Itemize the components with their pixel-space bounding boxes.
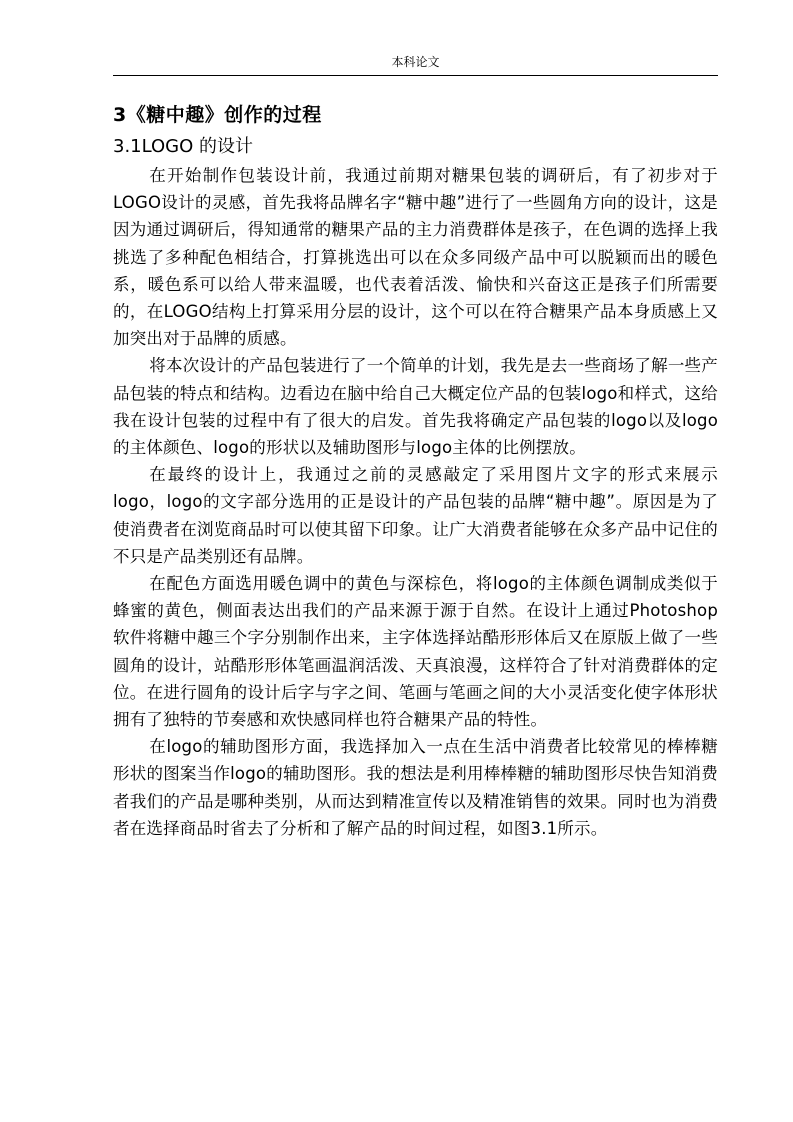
paragraph: 在配色方面选用暖色调中的黄色与深棕色，将logo的主体颜色调制成类似于蜂蜜的黄色，侧面表达出我们的产品来源于源于自然。在设计上通过Photoshop软件将糖中趣三个字分别制作出来，主字体选择站酷形形体后又在原版上做了一些圆角的设计，站酷形形体笔画温润活泼、天真浪漫，这样符合了针对消费群体的定位。在进行圆角的设计后字与字之间、笔画与笔画之间的大小灵活变化使字体形状拥有了独特的节奏感和欢快感同样也符合糖果产品的特性。 <box>113 574 718 730</box>
chapter-title: 3《糖中趣》创作的过程 <box>113 104 322 126</box>
paragraph: 在开始制作包装设计前，我通过前期对糖果包装的调研后，有了初步对于LOGO设计的灵感，首先我将品牌名字“糖中趣”进行了一些圆角方向的设计，这是因为通过调研后，得知通常的糖果产品的主力消费群体是孩子，在色调的选择上我挑选了多种配色相结合，打算挑选出可以在众多同级产品中可以脱颖而出的暖色系，暖色系可以给人带来温暖，也代表着活泼、愉快和兴奋这正是孩子们所需要的，在LOGO结构上打算采用分层的设计，这个可以在符合糖果产品本身质感上又加突出对于品牌的质感。 <box>113 166 718 349</box>
paragraph: 在最终的设计上，我通过之前的灵感敲定了采用图片文字的形式来展示logo，logo的文字部分选用的正是设计的产品包装的品牌“糖中趣”。原因是为了使消费者在浏览商品时可以使其留下印象。让广大消费者能够在众多产品中记住的不只是产品类别还有品牌。 <box>113 465 718 566</box>
paragraph: 在logo的辅助图形方面，我选择加入一点在生活中消费者比较常见的棒棒糖形状的图案当作logo的辅助图形。我的想法是利用棒棒糖的辅助图形尽快告知消费者我们的产品是哪种类别，从而达到精准宣传以及精准销售的效果。同时也为消费者在选择商品时省去了分析和了解产品的时间过程，如图3.1所示。 <box>113 737 718 838</box>
section-title: 3.1LOGO 的设计 <box>113 136 254 157</box>
page-header <box>113 55 718 76</box>
header-text: 本科论文 <box>391 55 440 69</box>
document-body <box>113 100 718 842</box>
paragraph: 将本次设计的产品包装进行了一个简单的计划，我先是去一些商场了解一些产品包装的特点和结构。边看边在脑中给自己大概定位产品的包装logo和样式，这给我在设计包装的过程中有了很大的启发。首先我将确定产品包装的logo以及logo的主体颜色、logo的形状以及辅助图形与logo主体的比例摆放。 <box>113 356 718 458</box>
